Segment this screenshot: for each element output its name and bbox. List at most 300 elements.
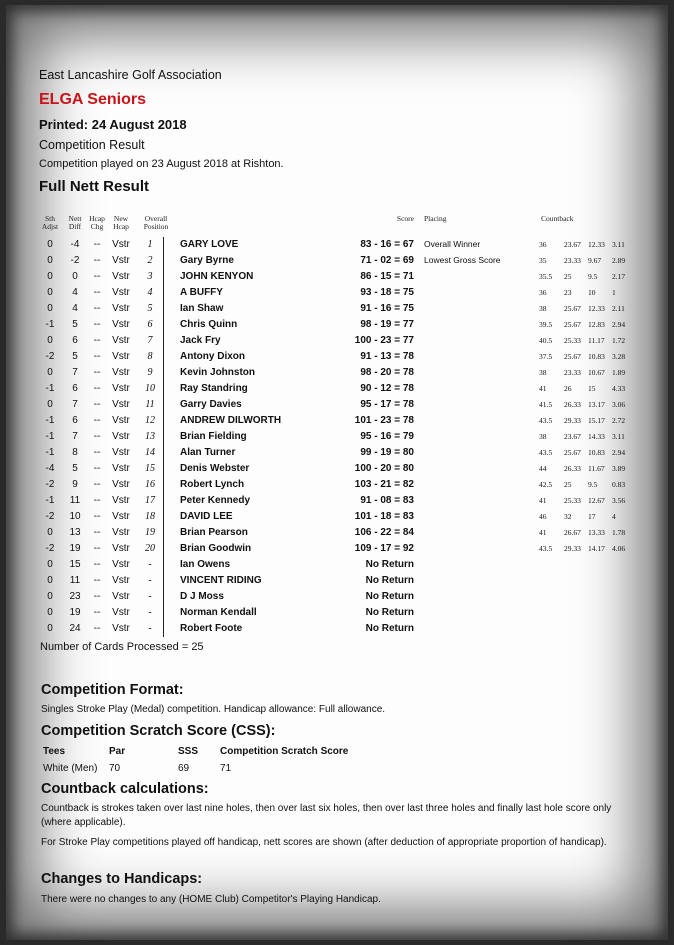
overall-position: 6 <box>147 319 153 330</box>
new-handicap: Vstr <box>112 447 130 458</box>
table-row <box>6 301 668 317</box>
hcap-change: -- <box>93 543 101 554</box>
new-handicap: Vstr <box>112 431 130 442</box>
hcap-change: -- <box>93 287 101 298</box>
nett-diff: 19 <box>69 607 81 618</box>
countback-paragraph-1: Countback is strokes taken over last nine holes, then over last six holes, then over last three holes and finally last hole score only (where applicable). <box>41 803 612 828</box>
nett-diff: 5 <box>72 463 78 474</box>
countback-value: 23 <box>564 288 572 297</box>
overall-position: 17 <box>145 495 155 506</box>
sth-adjust: 0 <box>47 271 53 282</box>
player-name: Brian Fielding <box>180 431 247 442</box>
countback-value: 26 <box>564 384 572 393</box>
countback-value: 25.67 <box>564 448 581 457</box>
player-name: A BUFFY <box>180 287 223 298</box>
new-handicap: Vstr <box>112 335 130 346</box>
player-name: Jack Fry <box>180 335 221 346</box>
countback-value: 12.83 <box>588 320 605 329</box>
new-handicap: Vstr <box>112 623 130 634</box>
nett-diff: 11 <box>69 575 81 586</box>
sth-adjust: -1 <box>45 431 55 442</box>
nett-diff: -4 <box>70 239 80 250</box>
sth-adjust: 0 <box>47 335 53 346</box>
countback-value: 38 <box>539 432 547 441</box>
sth-adjust: 0 <box>47 575 53 586</box>
player-name: Ian Owens <box>180 559 231 570</box>
table-row <box>6 397 668 413</box>
css-value-sss: 69 <box>178 763 190 774</box>
overall-position: 1 <box>147 239 153 250</box>
sth-adjust: -2 <box>45 479 55 490</box>
countback-value: 32 <box>564 512 572 521</box>
score: No Return <box>365 607 414 618</box>
player-name: ANDREW DILWORTH <box>180 415 282 426</box>
table-row <box>6 621 668 637</box>
nett-diff: 15 <box>69 559 81 570</box>
sth-adjust: 0 <box>47 527 53 538</box>
overall-position: 12 <box>145 415 155 426</box>
css-value-par: 70 <box>109 763 121 774</box>
score: 103 - 21 = 82 <box>354 479 414 490</box>
section-title: Full Nett Result <box>39 178 150 195</box>
css-value-tees: White (Men) <box>43 763 98 774</box>
sth-adjust: 0 <box>47 239 53 250</box>
countback-value: 12.33 <box>588 304 605 313</box>
overall-position: - <box>148 607 152 618</box>
table-row <box>6 429 668 445</box>
score: 100 - 23 = 77 <box>354 335 414 346</box>
col-overall-position-line1: Overall <box>144 214 168 223</box>
hcap-change: -- <box>93 383 101 394</box>
countback-value: 26.33 <box>564 400 581 409</box>
new-handicap: Vstr <box>112 527 130 538</box>
countback-value: 2.17 <box>612 272 626 281</box>
col-sth-adjust-line2: Adjst <box>41 222 59 231</box>
countback-value: 36 <box>539 288 547 297</box>
table-row <box>6 365 668 381</box>
new-handicap: Vstr <box>112 271 130 282</box>
hcap-change: -- <box>93 575 101 586</box>
countback-value: 2.89 <box>612 256 626 265</box>
countback-value: 3.56 <box>612 496 626 505</box>
sth-adjust: -1 <box>45 383 55 394</box>
col-hcap-chg <box>86 215 108 231</box>
countback-value: 1.89 <box>612 368 626 377</box>
nett-diff: 6 <box>72 383 78 394</box>
nett-diff: 7 <box>72 367 78 378</box>
nett-diff: 6 <box>72 415 78 426</box>
player-name: D J Moss <box>180 591 224 602</box>
nett-diff: 5 <box>72 319 78 330</box>
col-nett-diff-line1: Nett <box>68 214 82 223</box>
countback-value: 9.5 <box>588 480 598 489</box>
countback-value: 43.5 <box>539 448 553 457</box>
css-value-competition-scratch-score: 71 <box>220 763 232 774</box>
countback-value: 4.06 <box>612 544 626 553</box>
overall-position: 7 <box>147 335 153 346</box>
countback-value: 38 <box>539 304 547 313</box>
nett-diff: 6 <box>72 335 78 346</box>
col-sth-adjust <box>40 215 60 231</box>
sth-adjust: 0 <box>47 255 53 266</box>
table-row <box>6 317 668 333</box>
table-row <box>6 253 668 269</box>
score: No Return <box>365 575 414 586</box>
player-name: Antony Dixon <box>180 351 245 362</box>
countback-value: 44 <box>539 464 547 473</box>
new-handicap: Vstr <box>112 287 130 298</box>
col-new-hcap-line1: New <box>113 214 129 223</box>
overall-position: 5 <box>147 303 153 314</box>
overall-position: - <box>148 591 152 602</box>
handicaps-text: There were no changes to any (HOME Club) Competitor's Playing Handicap. <box>41 894 381 905</box>
css-header-tees: Tees <box>43 746 66 757</box>
countback-value: 23.67 <box>564 432 581 441</box>
countback-value: 9.5 <box>588 272 598 281</box>
countback-value: 41 <box>539 528 547 537</box>
countback-value: 25.33 <box>564 496 581 505</box>
countback-value: 4.33 <box>612 384 626 393</box>
player-name: DAVID LEE <box>180 511 233 522</box>
handicaps-heading: Changes to Handicaps: <box>41 871 203 887</box>
hcap-change: -- <box>93 399 101 410</box>
nett-diff: 13 <box>69 527 81 538</box>
new-handicap: Vstr <box>112 303 130 314</box>
countback-value: 43.5 <box>539 416 553 425</box>
hcap-change: -- <box>93 335 101 346</box>
player-name: Peter Kennedy <box>180 495 251 506</box>
score: No Return <box>365 623 414 634</box>
nett-diff: 4 <box>72 303 78 314</box>
countback-value: 2.94 <box>612 320 626 329</box>
countback-value: 39.5 <box>539 320 553 329</box>
countback-value: 35 <box>539 256 547 265</box>
cards-processed: Number of Cards Processed = 25 <box>40 641 204 653</box>
player-name: Denis Webster <box>180 463 250 474</box>
player-name: Robert Foote <box>180 623 243 634</box>
countback-value: 14.17 <box>588 544 605 553</box>
countback-value: 13.33 <box>588 528 605 537</box>
overall-position: - <box>148 575 152 586</box>
nett-diff: -2 <box>70 255 80 266</box>
hcap-change: -- <box>93 623 101 634</box>
new-handicap: Vstr <box>112 239 130 250</box>
hcap-change: -- <box>93 319 101 330</box>
table-row <box>6 285 668 301</box>
countback-value: 11.17 <box>588 336 605 345</box>
countback-value: 46 <box>539 512 547 521</box>
association-name: East Lancashire Golf Association <box>39 68 222 82</box>
countback-value: 26.67 <box>564 528 581 537</box>
new-handicap: Vstr <box>112 463 130 474</box>
overall-position: 14 <box>145 447 155 458</box>
hcap-change: -- <box>93 511 101 522</box>
results-document <box>6 5 668 940</box>
hcap-change: -- <box>93 239 101 250</box>
player-name: GARY LOVE <box>180 239 239 250</box>
col-score: Score <box>396 214 414 223</box>
table-row <box>6 589 668 605</box>
nett-diff: 10 <box>69 511 81 522</box>
countback-value: 1.78 <box>612 528 626 537</box>
score: 101 - 23 = 78 <box>354 415 414 426</box>
countback-value: 3.06 <box>612 400 626 409</box>
player-name: Norman Kendall <box>180 607 257 618</box>
nett-diff: 7 <box>72 399 78 410</box>
table-row <box>6 333 668 349</box>
countback-value: 3.89 <box>612 464 626 473</box>
col-nett-diff-line2: Diff <box>68 222 82 231</box>
score: 98 - 19 = 77 <box>360 319 414 330</box>
overall-position: 4 <box>147 287 153 298</box>
new-handicap: Vstr <box>112 559 130 570</box>
table-row <box>6 381 668 397</box>
css-header-par: Par <box>109 746 126 757</box>
score: 100 - 20 = 80 <box>354 463 414 474</box>
sth-adjust: 0 <box>47 399 53 410</box>
table-row <box>6 349 668 365</box>
countback-value: 25.67 <box>564 304 581 313</box>
col-overall-position <box>139 215 173 231</box>
hcap-change: -- <box>93 431 101 442</box>
score: 71 - 02 = 69 <box>360 255 414 266</box>
overall-position: 3 <box>147 271 153 282</box>
score: 109 - 17 = 92 <box>354 543 414 554</box>
new-handicap: Vstr <box>112 607 130 618</box>
overall-position: - <box>148 623 152 634</box>
col-hcap-chg-line2: Chg <box>90 222 104 231</box>
score: 91 - 16 = 75 <box>360 303 414 314</box>
sth-adjust: -1 <box>45 447 55 458</box>
sth-adjust: -1 <box>45 319 55 330</box>
col-new-hcap-line2: Hcap <box>113 222 129 231</box>
overall-position: 18 <box>145 511 155 522</box>
hcap-change: -- <box>93 351 101 362</box>
player-name: Chris Quinn <box>180 319 238 330</box>
overall-position: - <box>148 559 152 570</box>
nett-diff: 7 <box>72 431 78 442</box>
score: 86 - 15 = 71 <box>360 271 414 282</box>
countback-value: 3.11 <box>612 240 625 249</box>
countback-value: 2.94 <box>612 448 626 457</box>
hcap-change: -- <box>93 495 101 506</box>
new-handicap: Vstr <box>112 511 130 522</box>
countback-paragraph-2: For Stroke Play competitions played off handicap, nett scores are shown (after deduction of appropriate proportion of handicap). <box>41 837 607 848</box>
hcap-change: -- <box>93 463 101 474</box>
countback-value: 35.5 <box>539 272 553 281</box>
player-name: Brian Pearson <box>180 527 248 538</box>
player-name: Alan Turner <box>180 447 236 458</box>
countback-value: 41 <box>539 384 547 393</box>
player-name: JOHN KENYON <box>180 271 254 282</box>
new-handicap: Vstr <box>112 575 130 586</box>
countback-value: 4 <box>612 512 616 521</box>
score: 106 - 22 = 84 <box>354 527 414 538</box>
hcap-change: -- <box>93 303 101 314</box>
countback-value: 41 <box>539 496 547 505</box>
sth-adjust: 0 <box>47 303 53 314</box>
countback-value: 13.17 <box>588 400 605 409</box>
nett-diff: 0 <box>72 271 78 282</box>
player-name: Brian Goodwin <box>180 543 252 554</box>
table-row <box>6 237 668 253</box>
table-row <box>6 413 668 429</box>
countback-value: 36 <box>539 240 547 249</box>
col-new-hcap <box>109 215 133 231</box>
sth-adjust: 0 <box>47 559 53 570</box>
table-row <box>6 509 668 525</box>
col-placing: Placing <box>424 214 447 223</box>
hcap-change: -- <box>93 447 101 458</box>
countback-value: 10.67 <box>588 368 605 377</box>
countback-value: 2.72 <box>612 416 626 425</box>
table-row <box>6 573 668 589</box>
countback-value: 29.33 <box>564 544 581 553</box>
countback-value: 23.33 <box>564 368 581 377</box>
countback-value: 43.5 <box>539 544 553 553</box>
nett-diff: 4 <box>72 287 78 298</box>
countback-value: 17 <box>588 512 596 521</box>
countback-value: 40.5 <box>539 336 553 345</box>
countback-value: 37.5 <box>539 352 553 361</box>
hcap-change: -- <box>93 607 101 618</box>
countback-value: 38 <box>539 368 547 377</box>
score: 98 - 20 = 78 <box>360 367 414 378</box>
score: 91 - 13 = 78 <box>360 351 414 362</box>
countback-value: 41.5 <box>539 400 553 409</box>
page-title: ELGA Seniors <box>39 91 146 108</box>
new-handicap: Vstr <box>112 351 130 362</box>
nett-diff: 9 <box>72 479 78 490</box>
countback-value: 1 <box>612 288 616 297</box>
score: 101 - 18 = 83 <box>354 511 414 522</box>
table-row <box>6 493 668 509</box>
placing: Lowest Gross Score <box>424 255 501 265</box>
countback-value: 25 <box>564 272 572 281</box>
score: No Return <box>365 559 414 570</box>
countback-value: 25.67 <box>564 320 581 329</box>
new-handicap: Vstr <box>112 479 130 490</box>
countback-value: 25.67 <box>564 352 581 361</box>
new-handicap: Vstr <box>112 367 130 378</box>
new-handicap: Vstr <box>112 255 130 266</box>
countback-value: 26.33 <box>564 464 581 473</box>
hcap-change: -- <box>93 255 101 266</box>
countback-value: 23.33 <box>564 256 581 265</box>
printed-date: Printed: 24 August 2018 <box>39 117 187 132</box>
countback-value: 11.67 <box>588 464 605 473</box>
sth-adjust: 0 <box>47 607 53 618</box>
score: 83 - 16 = 67 <box>360 239 414 250</box>
nett-diff: 11 <box>69 495 81 506</box>
css-header-sss: SSS <box>178 746 199 757</box>
table-row <box>6 605 668 621</box>
countback-value: 29.33 <box>564 416 581 425</box>
overall-position: 20 <box>145 543 155 554</box>
nett-diff: 23 <box>69 591 81 602</box>
sth-adjust: -4 <box>45 463 55 474</box>
countback-value: 23.67 <box>564 240 581 249</box>
player-name: Gary Byrne <box>180 255 234 266</box>
score: 95 - 17 = 78 <box>360 399 414 410</box>
countback-value: 15 <box>588 384 596 393</box>
format-text: Singles Stroke Play (Medal) competition. Handicap allowance: Full allowance. <box>41 704 386 715</box>
countback-value: 0.83 <box>612 480 626 489</box>
countback-value: 12.67 <box>588 496 605 505</box>
player-name: Ray Standring <box>180 383 248 394</box>
col-sth-adjust-line1: Sth <box>44 214 55 223</box>
new-handicap: Vstr <box>112 383 130 394</box>
overall-position: 15 <box>145 463 155 474</box>
competition-result-label: Competition Result <box>39 138 145 152</box>
sth-adjust: 0 <box>47 367 53 378</box>
player-name: Ian Shaw <box>180 303 224 314</box>
countback-value: 15.17 <box>588 416 605 425</box>
nett-diff: 24 <box>69 623 81 634</box>
overall-position: 13 <box>145 431 155 442</box>
player-name: VINCENT RIDING <box>180 575 262 586</box>
nett-diff: 19 <box>69 543 81 554</box>
countback-value: 3.11 <box>612 432 625 441</box>
countback-value: 25 <box>564 480 572 489</box>
countback-value: 3.28 <box>612 352 626 361</box>
overall-position: 8 <box>147 351 153 362</box>
countback-value: 14.33 <box>588 432 605 441</box>
col-nett-diff <box>64 215 86 231</box>
countback-value: 10.83 <box>588 352 605 361</box>
hcap-change: -- <box>93 479 101 490</box>
sth-adjust: -1 <box>45 415 55 426</box>
score: 90 - 12 = 78 <box>360 383 414 394</box>
hcap-change: -- <box>93 415 101 426</box>
css-heading: Competition Scratch Score (CSS): <box>41 723 276 739</box>
table-row <box>6 445 668 461</box>
hcap-change: -- <box>93 367 101 378</box>
overall-position: 16 <box>145 479 155 490</box>
new-handicap: Vstr <box>112 495 130 506</box>
css-header-competition-scratch-score: Competition Scratch Score <box>220 746 349 757</box>
table-row <box>6 269 668 285</box>
sth-adjust: -2 <box>45 543 55 554</box>
sth-adjust: 0 <box>47 591 53 602</box>
countback-value: 9.67 <box>588 256 602 265</box>
table-row <box>6 477 668 493</box>
countback-value: 2.11 <box>612 304 625 313</box>
table-row <box>6 525 668 541</box>
countback-value: 1.72 <box>612 336 626 345</box>
overall-position: 2 <box>147 255 153 266</box>
new-handicap: Vstr <box>112 319 130 330</box>
table-row <box>6 557 668 573</box>
sth-adjust: 0 <box>47 623 53 634</box>
new-handicap: Vstr <box>112 591 130 602</box>
countback-value: 10 <box>588 288 596 297</box>
hcap-change: -- <box>93 591 101 602</box>
player-name: Robert Lynch <box>180 479 245 490</box>
table-row <box>6 541 668 557</box>
format-heading: Competition Format: <box>41 682 184 698</box>
player-name: Kevin Johnston <box>180 367 256 378</box>
nett-diff: 8 <box>72 447 78 458</box>
countback-value: 12.33 <box>588 240 605 249</box>
col-overall-position-line2: Position <box>143 222 169 231</box>
nett-diff: 5 <box>72 351 78 362</box>
sth-adjust: -1 <box>45 495 55 506</box>
score: 93 - 18 = 75 <box>360 287 414 298</box>
col-countback: Countback <box>541 214 574 223</box>
score: No Return <box>365 591 414 602</box>
hcap-change: -- <box>93 271 101 282</box>
